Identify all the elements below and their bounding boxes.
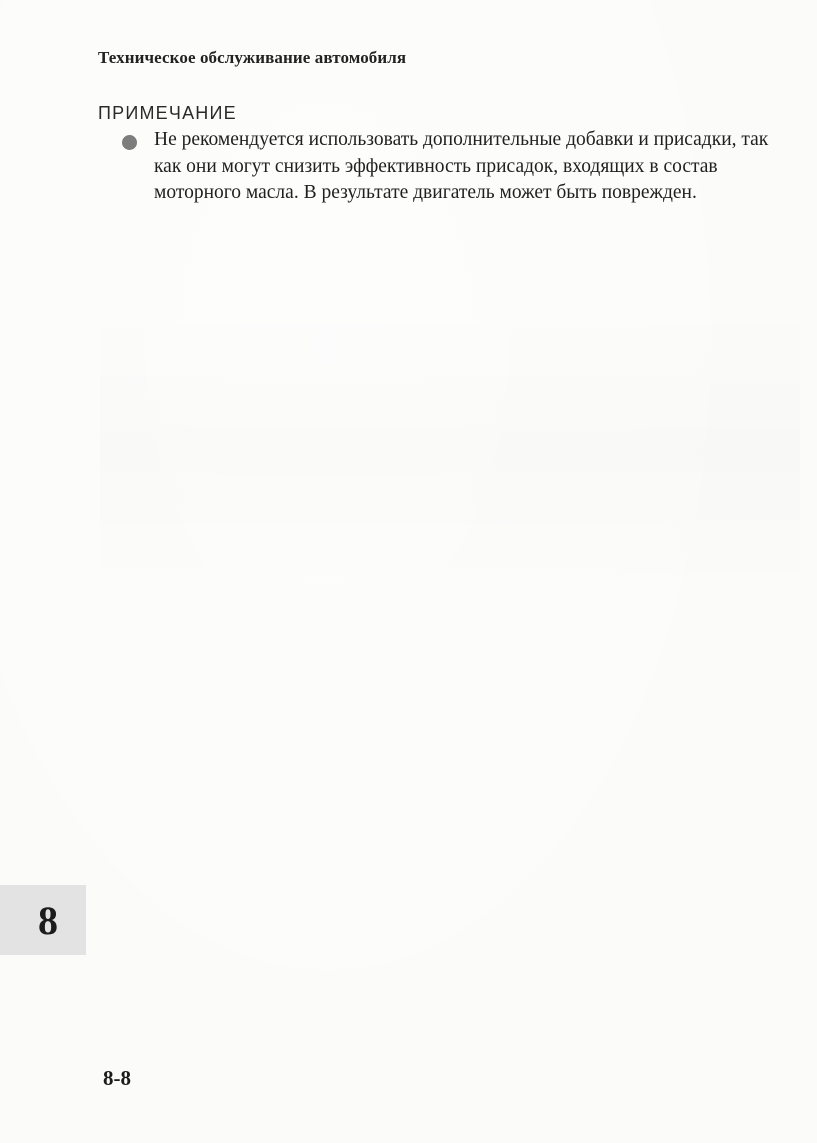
note-item (122, 127, 792, 207)
bullet-icon (122, 135, 137, 150)
chapter-number: 8 (38, 897, 58, 943)
running-header: Техническое обслуживание автомобиля (98, 48, 407, 67)
note-text: Не рекомендуется использовать дополнительные добавки и присадки, так как они могут снизить эффективность присадок, входящих в состав моторного масла. В результате двигатель может быть поврежден. (154, 129, 769, 203)
note-heading: ПРИМЕЧАНИЕ (98, 103, 237, 123)
chapter-tab (0, 885, 86, 955)
page-number: 8-8 (103, 1066, 131, 1090)
show-through-area (100, 300, 800, 600)
